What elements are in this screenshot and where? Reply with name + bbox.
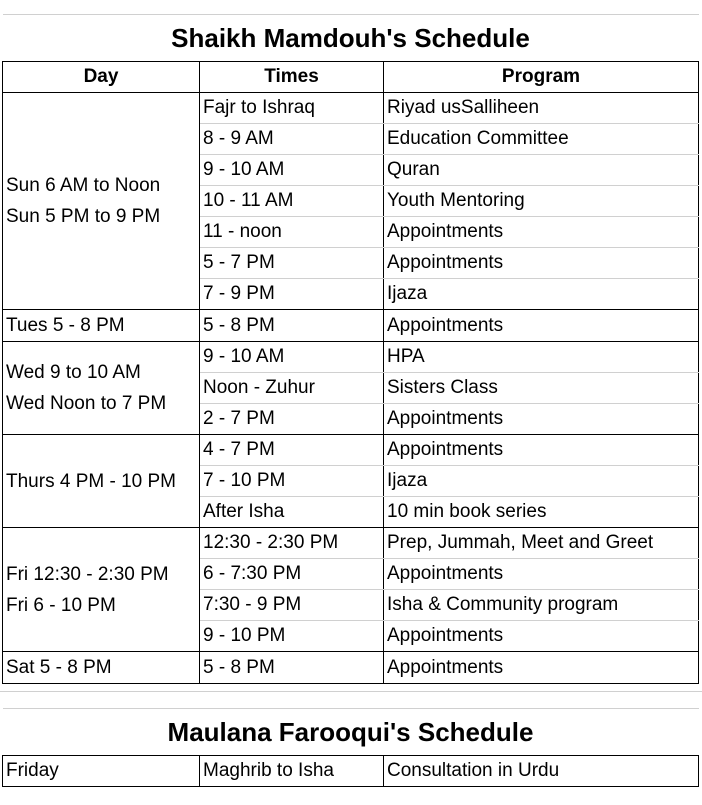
times-column-header: Times	[200, 62, 384, 93]
time-cell: 5 - 8 PM	[200, 310, 384, 342]
time-cell: 2 - 7 PM	[200, 404, 384, 435]
time-cell: 9 - 10 AM	[200, 155, 384, 186]
day-cell: Friday	[3, 756, 200, 787]
schedule-row	[3, 756, 699, 787]
schedule-row	[3, 652, 699, 684]
time-cell: 10 - 11 AM	[200, 186, 384, 217]
program-cell: Ijaza	[384, 466, 699, 497]
time-cell: Fajr to Ishraq	[200, 93, 384, 124]
program-column-header: Program	[384, 62, 699, 93]
day-cell	[3, 310, 200, 342]
program-cell: Education Committee	[384, 124, 699, 155]
day-cell	[3, 342, 200, 435]
time-cell: 9 - 10 AM	[200, 342, 384, 373]
time-cell: 4 - 7 PM	[200, 435, 384, 466]
day-cell	[3, 528, 200, 652]
day-label: Thurs 4 PM - 10 PM	[6, 470, 176, 492]
maulana-schedule-table	[2, 708, 699, 787]
day-label: Fri 6 - 10 PM	[6, 594, 116, 616]
day-label: Wed Noon to 7 PM	[6, 393, 167, 414]
day-label: Sat 5 - 8 PM	[6, 657, 112, 678]
program-cell: Consultation in Urdu	[384, 756, 699, 787]
time-cell: 5 - 8 PM	[200, 652, 384, 684]
section-divider	[0, 691, 702, 692]
program-cell: Appointments	[384, 404, 699, 435]
program-cell: Appointments	[384, 217, 699, 248]
program-cell: Youth Mentoring	[384, 186, 699, 217]
schedule-row	[3, 93, 699, 124]
time-cell: Noon - Zuhur	[200, 373, 384, 404]
schedule-row	[3, 528, 699, 559]
program-cell: Appointments	[384, 310, 699, 342]
program-cell: Riyad usSalliheen	[384, 93, 699, 124]
schedule-title: Maulana Farooqui's Schedule	[3, 709, 699, 756]
day-label: Tues 5 - 8 PM	[6, 315, 125, 336]
schedule-row	[3, 435, 699, 466]
time-cell: 12:30 - 2:30 PM	[200, 528, 384, 559]
schedule-row	[3, 342, 699, 373]
day-label: Fri 12:30 - 2:30 PM	[6, 563, 169, 585]
program-cell: Appointments	[384, 559, 699, 590]
program-cell: Ijaza	[384, 279, 699, 310]
time-cell: After Isha	[200, 497, 384, 528]
time-cell: 11 - noon	[200, 217, 384, 248]
time-cell: 7 - 10 PM	[200, 466, 384, 497]
day-label: Sun 6 AM to Noon	[6, 175, 161, 196]
time-cell: 5 - 7 PM	[200, 248, 384, 279]
day-label: Wed 9 to 10 AM	[6, 362, 141, 383]
program-cell: Isha & Community program	[384, 590, 699, 621]
day-label: Sun 5 PM to 9 PM	[6, 206, 161, 227]
time-cell: 8 - 9 AM	[200, 124, 384, 155]
time-cell: Maghrib to Isha	[200, 756, 384, 787]
program-cell: Appointments	[384, 621, 699, 652]
program-cell: Prep, Jummah, Meet and Greet	[384, 528, 699, 559]
schedule-title: Shaikh Mamdouh's Schedule	[3, 15, 699, 62]
time-cell: 7:30 - 9 PM	[200, 590, 384, 621]
program-cell: HPA	[384, 342, 699, 373]
time-cell: 6 - 7:30 PM	[200, 559, 384, 590]
time-cell: 7 - 9 PM	[200, 279, 384, 310]
day-cell	[3, 93, 200, 310]
program-cell: Appointments	[384, 435, 699, 466]
program-cell: Appointments	[384, 248, 699, 279]
day-column-header: Day	[3, 62, 200, 93]
program-cell: Sisters Class	[384, 373, 699, 404]
program-cell: 10 min book series	[384, 497, 699, 528]
time-cell: 9 - 10 PM	[200, 621, 384, 652]
program-cell: Quran	[384, 155, 699, 186]
shaikh-schedule-table	[2, 14, 699, 684]
day-cell	[3, 652, 200, 684]
schedule-row	[3, 310, 699, 342]
day-cell	[3, 435, 200, 528]
program-cell: Appointments	[384, 652, 699, 684]
